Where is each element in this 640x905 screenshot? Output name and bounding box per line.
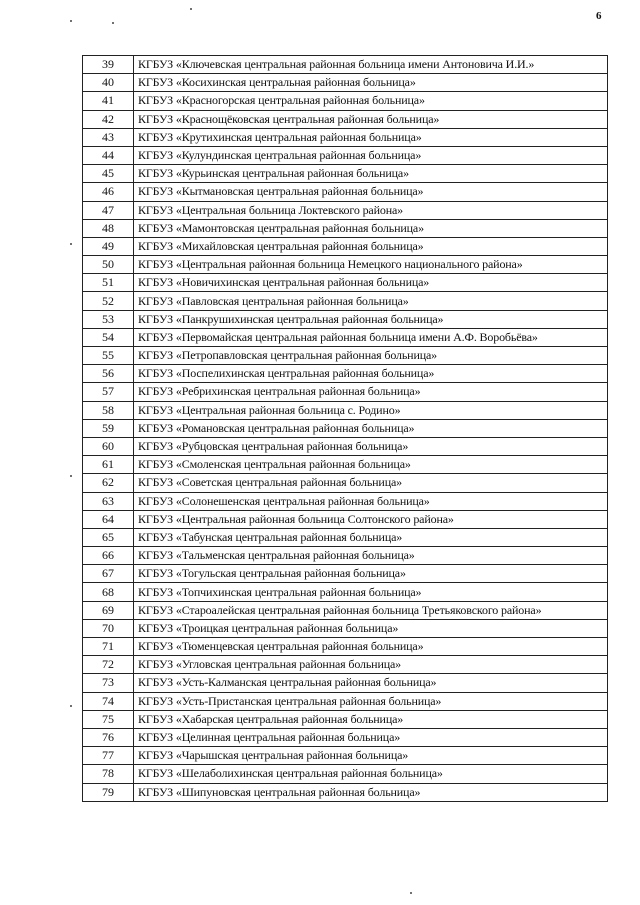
hospital-name: КГБУЗ «Чарышская центральная районная больница» [134,747,608,765]
table-row [83,292,608,310]
row-number: 39 [83,56,134,74]
hospital-name: КГБУЗ «Поспелихинская центральная районная больница» [134,365,608,383]
table-row [83,328,608,346]
table-row [83,656,608,674]
hospital-name: КГБУЗ «Мамонтовская центральная районная больница» [134,219,608,237]
hospital-name: КГБУЗ «Центральная больница Локтевского района» [134,201,608,219]
row-number: 45 [83,165,134,183]
table-row [83,638,608,656]
table-row [83,310,608,328]
hospital-name: КГБУЗ «Михайловская центральная районная больница» [134,237,608,255]
row-number: 58 [83,401,134,419]
table-row [83,619,608,637]
hospital-name: КГБУЗ «Усть-Пристанская центральная районная больница» [134,692,608,710]
row-number: 76 [83,728,134,746]
row-number: 59 [83,419,134,437]
hospital-name: КГБУЗ «Хабарская центральная районная больница» [134,710,608,728]
row-number: 72 [83,656,134,674]
table-row [83,547,608,565]
hospital-name: КГБУЗ «Усть-Калманская центральная районная больница» [134,674,608,692]
hospital-name: КГБУЗ «Троицкая центральная районная больница» [134,619,608,637]
row-number: 71 [83,638,134,656]
scan-speck [112,22,114,24]
table-row [83,183,608,201]
table-row [83,692,608,710]
hospital-name: КГБУЗ «Центральная районная больница Солтонского района» [134,510,608,528]
row-number: 69 [83,601,134,619]
hospital-name: КГБУЗ «Первомайская центральная районная больница имени А.Ф. Воробьёва» [134,328,608,346]
row-number: 52 [83,292,134,310]
table-row [83,92,608,110]
scan-speck [70,20,72,22]
hospital-name: КГБУЗ «Советская центральная районная больница» [134,474,608,492]
table-row [83,110,608,128]
hospital-name: КГБУЗ «Табунская центральная районная больница» [134,528,608,546]
row-number: 78 [83,765,134,783]
row-number: 62 [83,474,134,492]
row-number: 54 [83,328,134,346]
table-row [83,528,608,546]
hospital-name: КГБУЗ «Шелаболихинская центральная районная больница» [134,765,608,783]
row-number: 74 [83,692,134,710]
row-number: 70 [83,619,134,637]
table-row [83,219,608,237]
table-row [83,601,608,619]
row-number: 64 [83,510,134,528]
table-row [83,201,608,219]
hospital-name: КГБУЗ «Староалейская центральная районная больница Третьяковского района» [134,601,608,619]
row-number: 61 [83,456,134,474]
table-row [83,274,608,292]
table-row [83,74,608,92]
row-number: 77 [83,747,134,765]
hospital-name: КГБУЗ «Тогульская центральная районная больница» [134,565,608,583]
row-number: 68 [83,583,134,601]
hospital-table [82,55,608,802]
scan-speck [190,8,192,10]
table-row [83,583,608,601]
table-row [83,128,608,146]
row-number: 46 [83,183,134,201]
row-number: 67 [83,565,134,583]
table-row [83,710,608,728]
row-number: 79 [83,783,134,801]
table-row [83,728,608,746]
hospital-name: КГБУЗ «Ключевская центральная районная больница имени Антоновича И.И.» [134,56,608,74]
page-number: 6 [596,10,602,22]
table-row [83,256,608,274]
hospital-name: КГБУЗ «Тюменцевская центральная районная больница» [134,638,608,656]
hospital-name: КГБУЗ «Целинная центральная районная больница» [134,728,608,746]
hospital-name: КГБУЗ «Смоленская центральная районная больница» [134,456,608,474]
row-number: 56 [83,365,134,383]
row-number: 44 [83,146,134,164]
hospital-name: КГБУЗ «Центральная районная больница Немецкого национального района» [134,256,608,274]
hospital-name: КГБУЗ «Кытмановская центральная районная больница» [134,183,608,201]
hospital-name: КГБУЗ «Угловская центральная районная больница» [134,656,608,674]
table-row [83,401,608,419]
hospital-name: КГБУЗ «Топчихинская центральная районная больница» [134,583,608,601]
row-number: 57 [83,383,134,401]
hospital-name: КГБУЗ «Ребрихинская центральная районная больница» [134,383,608,401]
table-row [83,474,608,492]
row-number: 48 [83,219,134,237]
hospital-name: КГБУЗ «Шипуновская центральная районная больница» [134,783,608,801]
row-number: 51 [83,274,134,292]
row-number: 75 [83,710,134,728]
table-row [83,765,608,783]
hospital-name: КГБУЗ «Тальменская центральная районная больница» [134,547,608,565]
hospital-name: КГБУЗ «Петропавловская центральная районная больница» [134,347,608,365]
scan-speck [70,705,72,707]
table-row [83,347,608,365]
row-number: 40 [83,74,134,92]
hospital-name: КГБУЗ «Павловская центральная районная больница» [134,292,608,310]
row-number: 63 [83,492,134,510]
hospital-name: КГБУЗ «Красногорская центральная районная больница» [134,92,608,110]
table-row [83,165,608,183]
table-row [83,456,608,474]
table-row [83,510,608,528]
hospital-name: КГБУЗ «Центральная районная больница с. Родино» [134,401,608,419]
hospital-name: КГБУЗ «Романовская центральная районная больница» [134,419,608,437]
hospital-name: КГБУЗ «Новичихинская центральная районная больница» [134,274,608,292]
table-row [83,565,608,583]
hospital-name: КГБУЗ «Крутихинская центральная районная больница» [134,128,608,146]
table-row [83,437,608,455]
table-row [83,747,608,765]
row-number: 66 [83,547,134,565]
row-number: 43 [83,128,134,146]
scan-speck [410,892,412,894]
table-row [83,492,608,510]
hospital-name: КГБУЗ «Косихинская центральная районная больница» [134,74,608,92]
row-number: 55 [83,347,134,365]
hospital-name: КГБУЗ «Кулундинская центральная районная больница» [134,146,608,164]
row-number: 49 [83,237,134,255]
table-row [83,237,608,255]
hospital-name: КГБУЗ «Солонешенская центральная районная больница» [134,492,608,510]
row-number: 47 [83,201,134,219]
row-number: 53 [83,310,134,328]
hospital-name: КГБУЗ «Краснощёковская центральная районная больница» [134,110,608,128]
row-number: 42 [83,110,134,128]
row-number: 41 [83,92,134,110]
hospital-table-body [83,56,608,802]
table-row [83,56,608,74]
scan-speck [70,243,72,245]
row-number: 50 [83,256,134,274]
table-row [83,783,608,801]
table-row [83,365,608,383]
row-number: 73 [83,674,134,692]
hospital-name: КГБУЗ «Рубцовская центральная районная больница» [134,437,608,455]
table-row [83,146,608,164]
hospital-name: КГБУЗ «Курьинская центральная районная больница» [134,165,608,183]
row-number: 60 [83,437,134,455]
scan-speck [70,475,72,477]
table-row [83,674,608,692]
hospital-name: КГБУЗ «Панкрушихинская центральная районная больница» [134,310,608,328]
row-number: 65 [83,528,134,546]
table-row [83,383,608,401]
table-row [83,419,608,437]
